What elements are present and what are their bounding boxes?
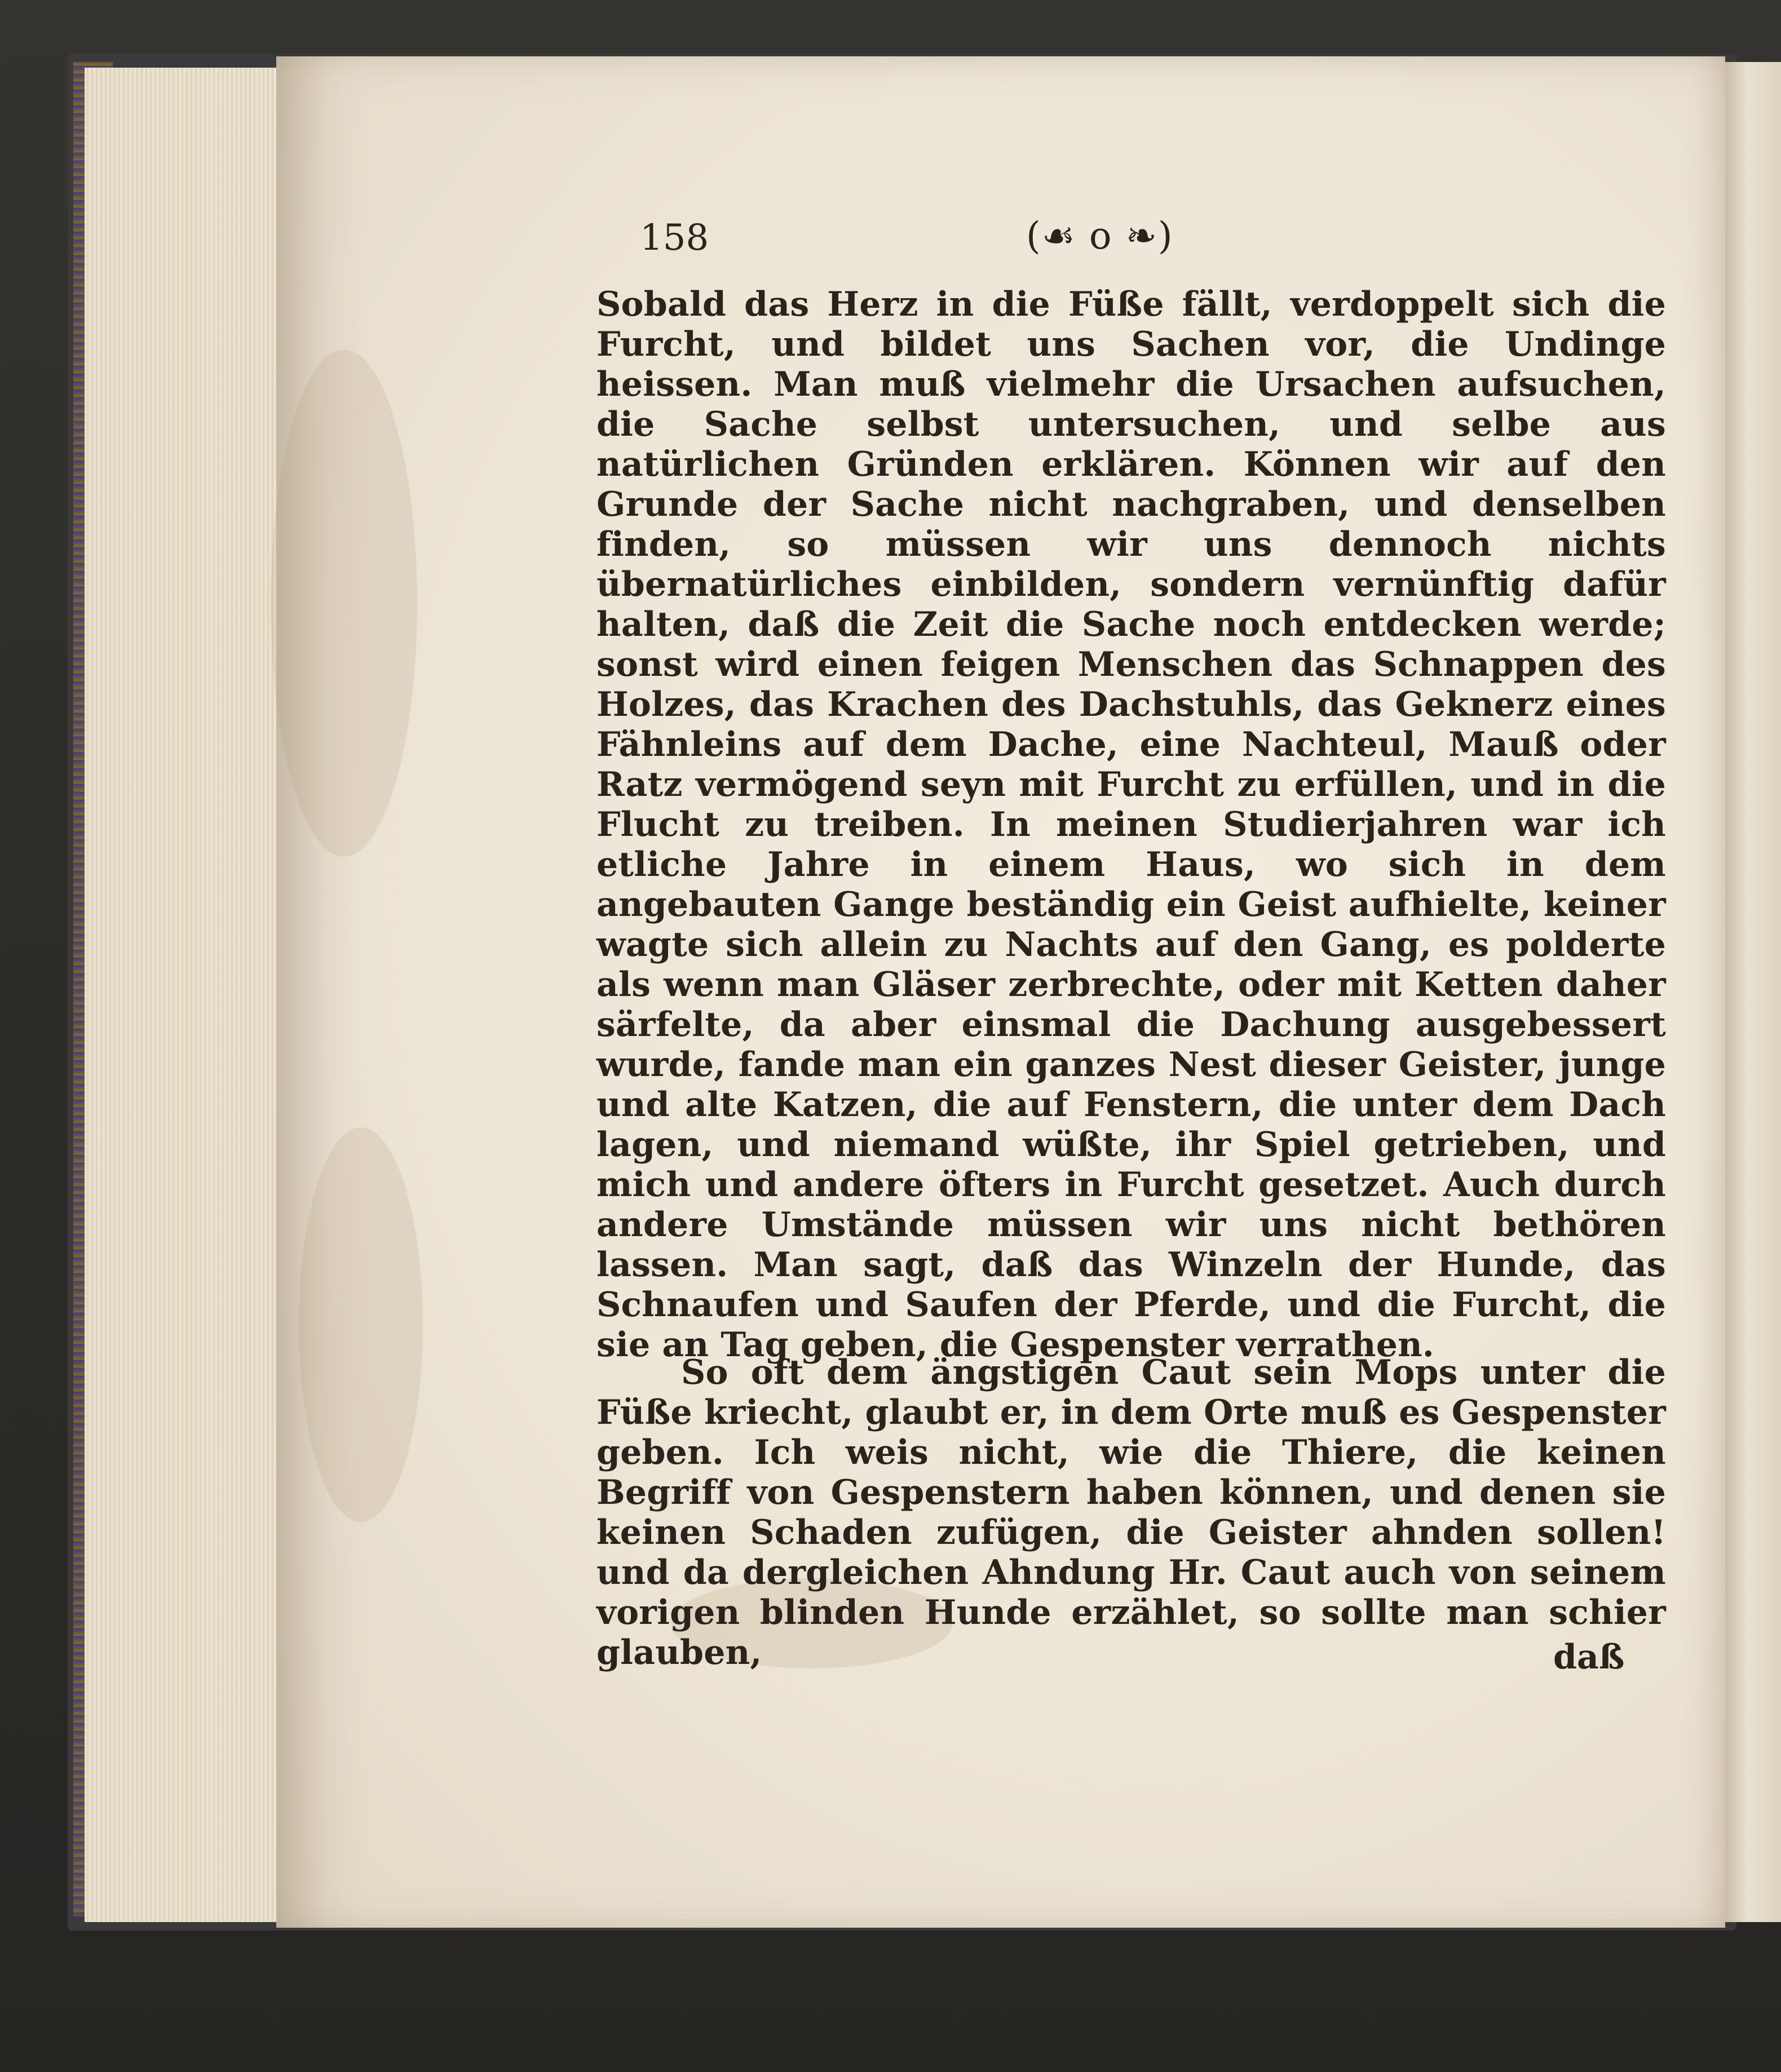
- paragraph-2: So oft dem ängstigen Caut sein Mops unter die Füße kriecht, glaubt er, in dem Orte muß es Gespenster geben. Ich weis nicht, wie die Thiere, die keinen Begriff von Gespenstern haben können, und denen sie keinen Schaden zufügen, die Geister ahnden sollen! und da dergleichen Ahndung Hr. Caut auch von seinem vorigen blinden Hunde erzählet, so sollte man schier glauben,: [596, 1353, 1666, 1672]
- page-stain: [299, 1127, 423, 1522]
- catchword: daß: [1553, 1637, 1625, 1677]
- facing-page-edge: [1725, 62, 1781, 1922]
- page-stain: [271, 349, 417, 857]
- page-stack: [85, 68, 288, 1922]
- page-number: 158: [640, 217, 709, 259]
- paragraph-1: Sobald das Herz in die Füße fällt, verdoppelt sich die Furcht, und bildet uns Sachen vor, die Undinge heissen. Man muß vielmehr die Ursachen aufsuchen, die Sache selbst untersuchen, und selbe aus natürlichen Gründen erklären. Können wir auf den Grunde der Sache nicht nachgraben, und denselben finden, so müssen wir uns dennoch nichts übernatürliches einbilden, sondern vernünftig dafür halten, daß die Zeit die Sache noch entdecken werde; sonst wird einen feigen Menschen das Schnappen des Holzes, das Krachen des Dachstuhls, das Geknerz eines Fähnleins auf dem Dache, eine Nachteul, Mauß oder Ratz vermögend seyn mit Furcht zu erfüllen, und in die Flucht zu treiben. In meinen Studierjahren war ich etliche Jahre in einem Haus, wo sich in dem angebauten Gange beständig ein Geist aufhielte, keiner wagte sich allein zu Nachts auf den Gang, es polderte als wenn man Gläser zerbrechte, oder mit Ketten daher särfelte, da aber einsmal die Dachung ausgebessert wurde, fande man ein ganzes Nest dieser Geister, junge und alte Katzen, die auf Fenstern, die unter dem Dach lagen, und niemand wüßte, ihr Spiel getrieben, und mich und andere öfters in Furcht gesetzet. Auch durch andere Umstände müssen wir uns nicht bethören lassen. Man sagt, daß das Winzeln der Hunde, das Schnaufen und Saufen der Pferde, und die Furcht, die sie an Tag geben, die Gespenster verrathen.: [596, 285, 1666, 1365]
- header-ornament: (☙ o ❧): [1026, 214, 1174, 258]
